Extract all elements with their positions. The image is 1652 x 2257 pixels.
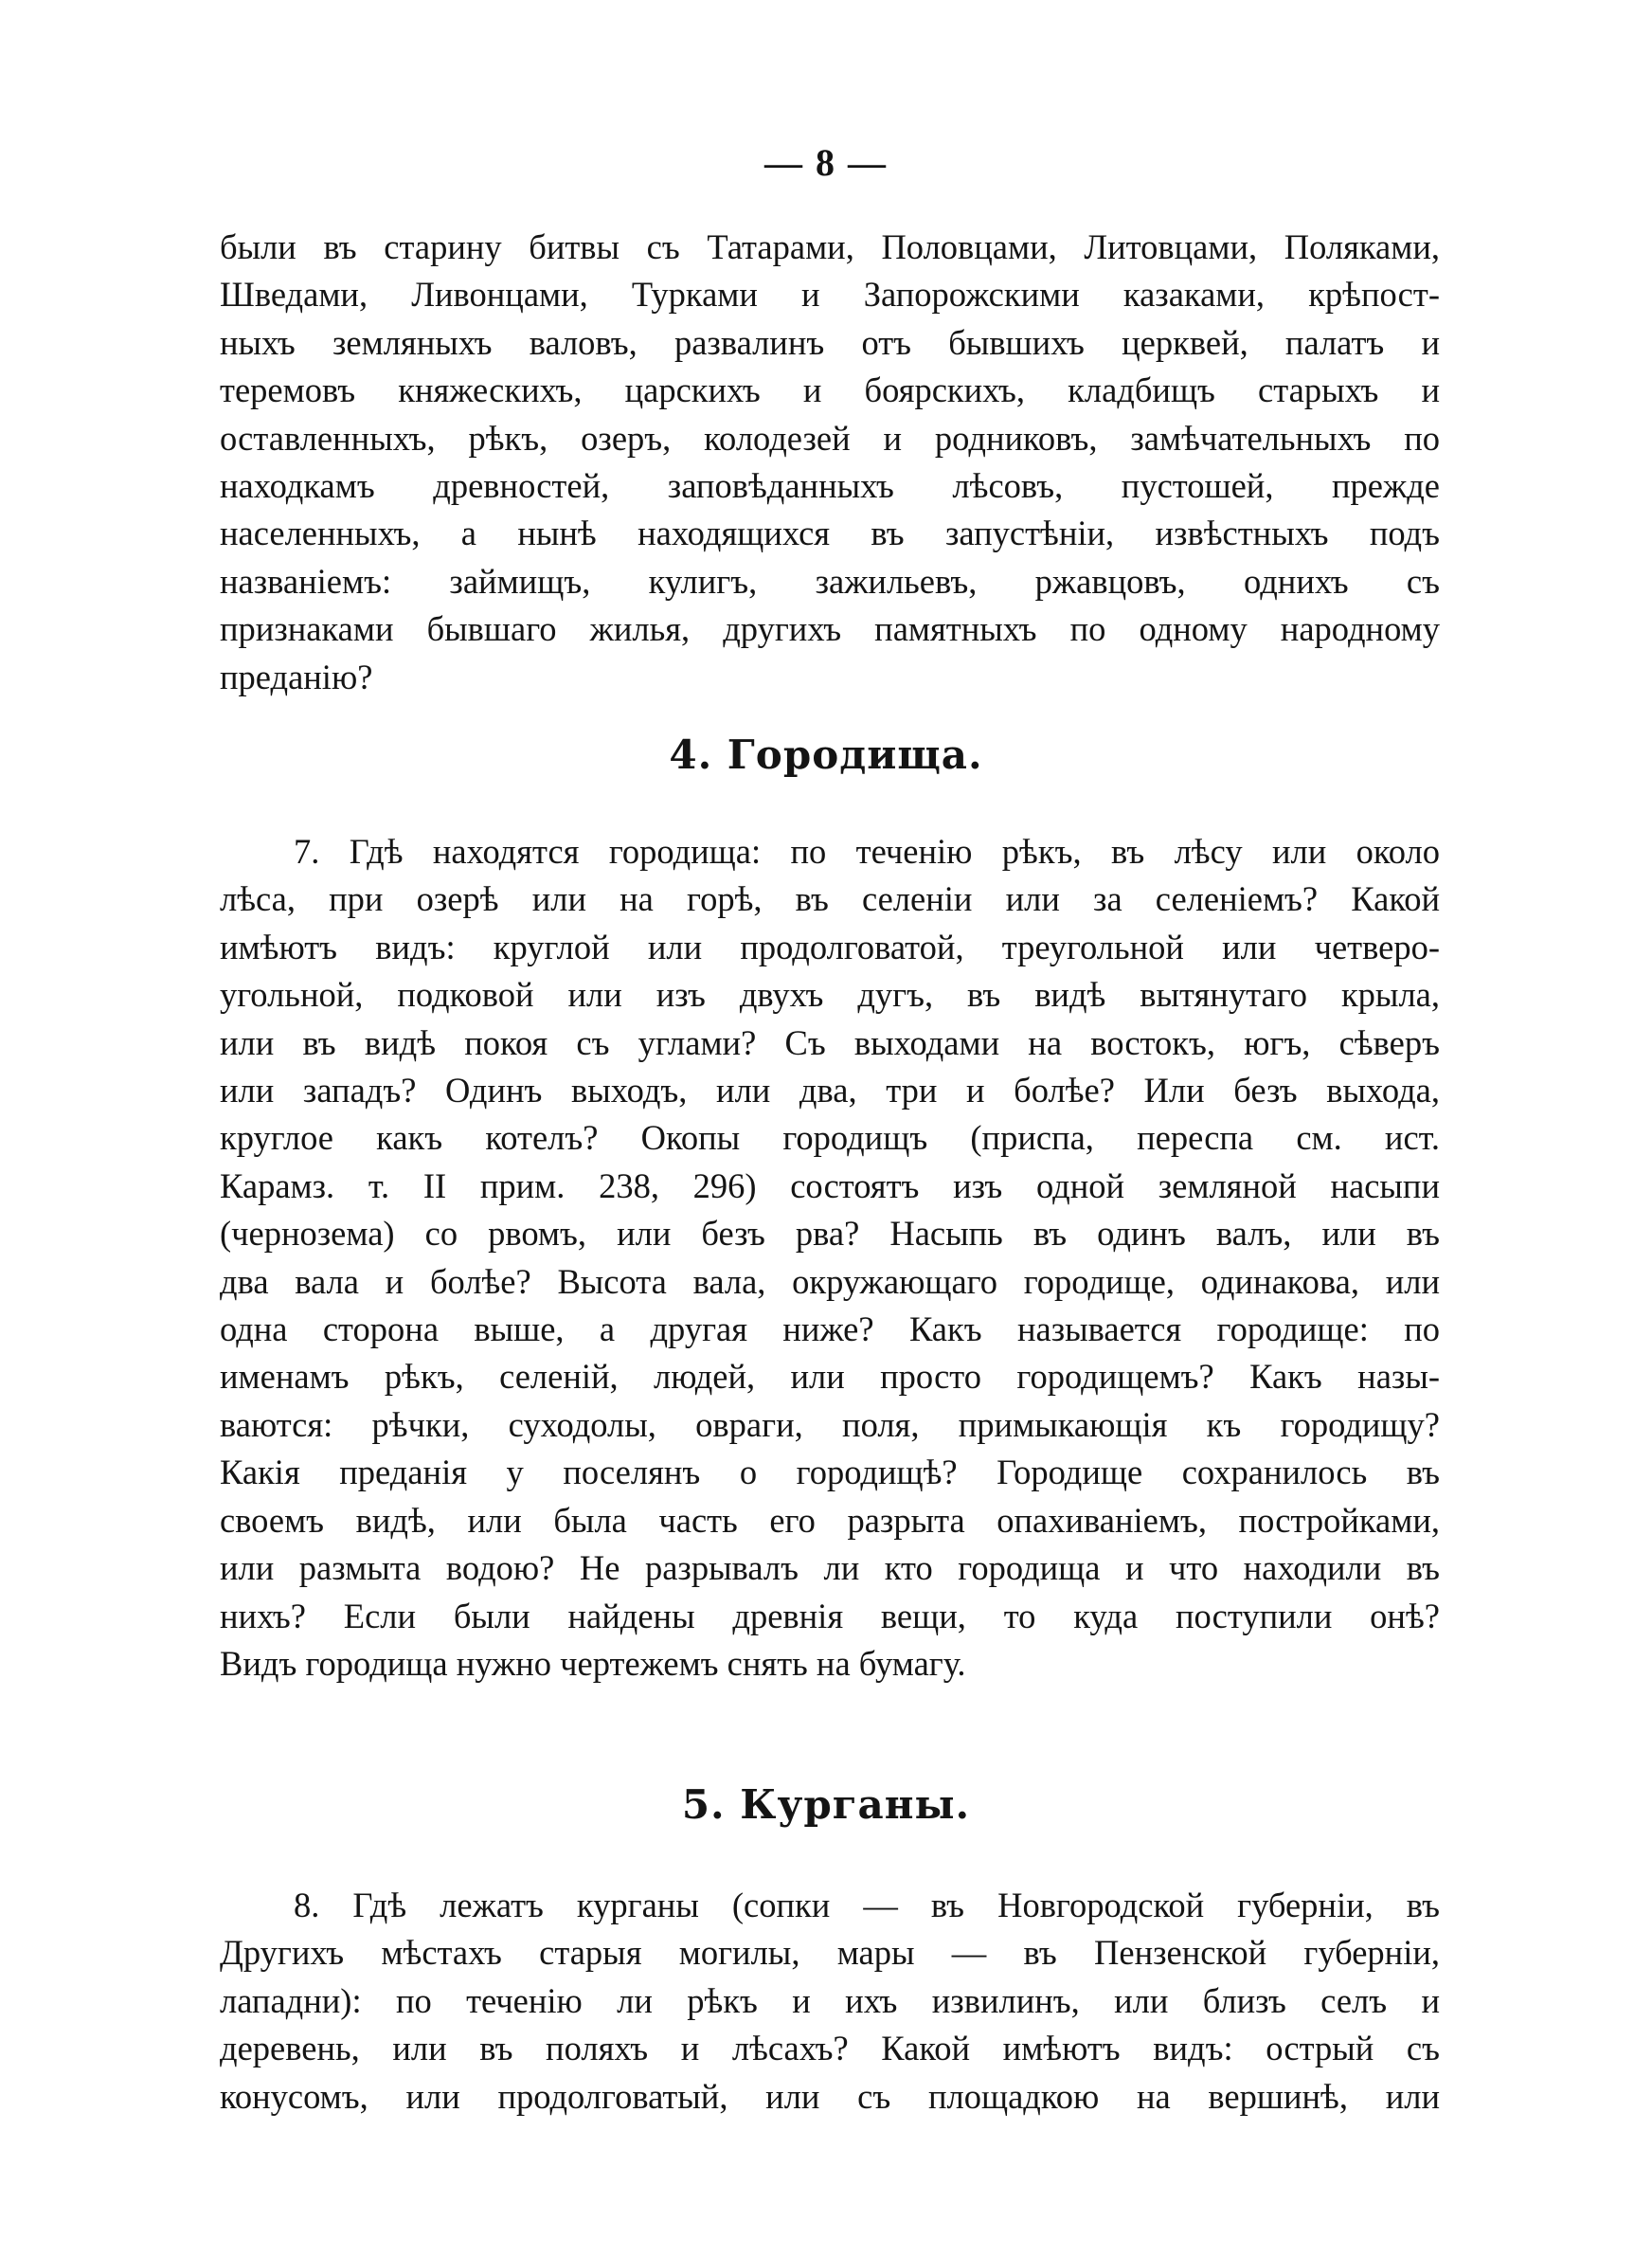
section-heading-kurgany: 5. Курганы. — [681, 1781, 971, 1828]
paragraph-8 — [220, 1882, 1440, 2121]
text-line: Другихъ мѣстахъ старыя могилы, мары — въ Пензенской губерніи, — [220, 1933, 1440, 1973]
text-line: именамъ рѣкъ, селеній, людей, или просто городищемъ? Какъ назы- — [220, 1357, 1440, 1397]
text-line: признаками бывшаго жилья, другихъ памятныхъ по одному народному — [220, 609, 1440, 649]
text-line: (чернозема) со рвомъ, или безъ рва? Насыпь въ одинъ валъ, или въ — [220, 1214, 1440, 1254]
text-line: или западъ? Одинъ выходъ, или два, три и болѣе? Или безъ выхода, — [220, 1071, 1440, 1110]
text-line: населенныхъ, а нынѣ находящихся въ запустѣніи, извѣстныхъ подъ — [220, 514, 1440, 553]
text-line: Какія преданія у поселянъ о городищѣ? Городище сохранилось въ — [220, 1453, 1440, 1492]
text-line: 7. Гдѣ находятся городища: по теченію рѣкъ, въ лѣсу или около — [294, 832, 1440, 871]
text-line: лападни): по теченію ли рѣкъ и ихъ извилинъ, или близъ селъ и — [220, 1980, 1440, 2020]
text-line: конусомъ, или продолговатый, или съ площадкою на вершинѣ, или — [220, 2076, 1440, 2116]
page-number: — 8 — — [764, 141, 888, 184]
text-line: Карамз. т. II прим. 238, 296) состоятъ изъ одной земляной насыпи — [220, 1165, 1440, 1205]
text-line: нихъ? Если были найдены древнія вещи, то куда поступили онѣ? — [220, 1596, 1440, 1635]
section-heading-gorodishcha: 4. Городища. — [669, 731, 983, 778]
text-line: два вала и болѣе? Высота вала, окружающаго городище, одинакова, или — [220, 1261, 1440, 1301]
intro-paragraph — [220, 224, 1440, 701]
text-line: или размыта водою? Не разрывалъ ли кто городища и что находили въ — [220, 1548, 1440, 1588]
text-line: находкамъ древностей, заповѣданныхъ лѣсовъ, пустошей, прежде — [220, 466, 1440, 506]
text-line: одна сторона выше, а другая ниже? Какъ называется городище: по — [220, 1309, 1440, 1349]
text-line: деревень, или въ поляхъ и лѣсахъ? Какой имѣютъ видъ: острый съ — [220, 2029, 1440, 2068]
text-line: были въ старину битвы съ Татарами, Половцами, Литовцами, Поляками, — [220, 227, 1440, 266]
text-line: лѣса, при озерѣ или на горѣ, въ селеніи или за селеніемъ? Какой — [220, 879, 1440, 919]
text-line: круглое какъ котелъ? Окопы городищъ (приспа, переспа см. ист. — [220, 1118, 1440, 1158]
text-line: или въ видѣ покоя съ углами? Съ выходами на востокъ, югъ, сѣверъ — [220, 1022, 1440, 1062]
text-line: угольной, подковой или изъ двухъ дугъ, въ видѣ вытянутаго крыла, — [220, 975, 1440, 1015]
text-line: 8. Гдѣ лежатъ курганы (сопки — въ Новгородской губерніи, въ — [294, 1886, 1440, 1924]
paragraph-7 — [220, 828, 1440, 1688]
text-line: имѣютъ видъ: круглой или продолговатой, треугольной или четверо- — [220, 927, 1440, 966]
text-line: названіемъ: займищъ, кулигъ, зажильевъ, ржавцовъ, однихъ съ — [220, 561, 1440, 601]
text-line: Видъ городища нужно чертежемъ снять на бумагу. — [220, 1643, 966, 1683]
text-line: ныхъ земляныхъ валовъ, развалинъ отъ бывшихъ церквей, палатъ и — [220, 322, 1440, 362]
text-line: теремовъ княжескихъ, царскихъ и боярскихъ, кладбищъ старыхъ и — [220, 370, 1440, 410]
text-line: преданію? — [220, 657, 373, 696]
text-line: Шведами, Ливонцами, Турками и Запорожскими казаками, крѣпост- — [220, 275, 1440, 315]
text-line: оставленныхъ, рѣкъ, озеръ, колодезей и родниковъ, замѣчательныхъ по — [220, 418, 1440, 458]
text-line: ваются: рѣчки, суходолы, овраги, поля, примыкающія къ городищу? — [220, 1404, 1440, 1444]
text-line: своемъ видѣ, или была часть его разрыта опахиваніемъ, постройками, — [220, 1500, 1440, 1540]
